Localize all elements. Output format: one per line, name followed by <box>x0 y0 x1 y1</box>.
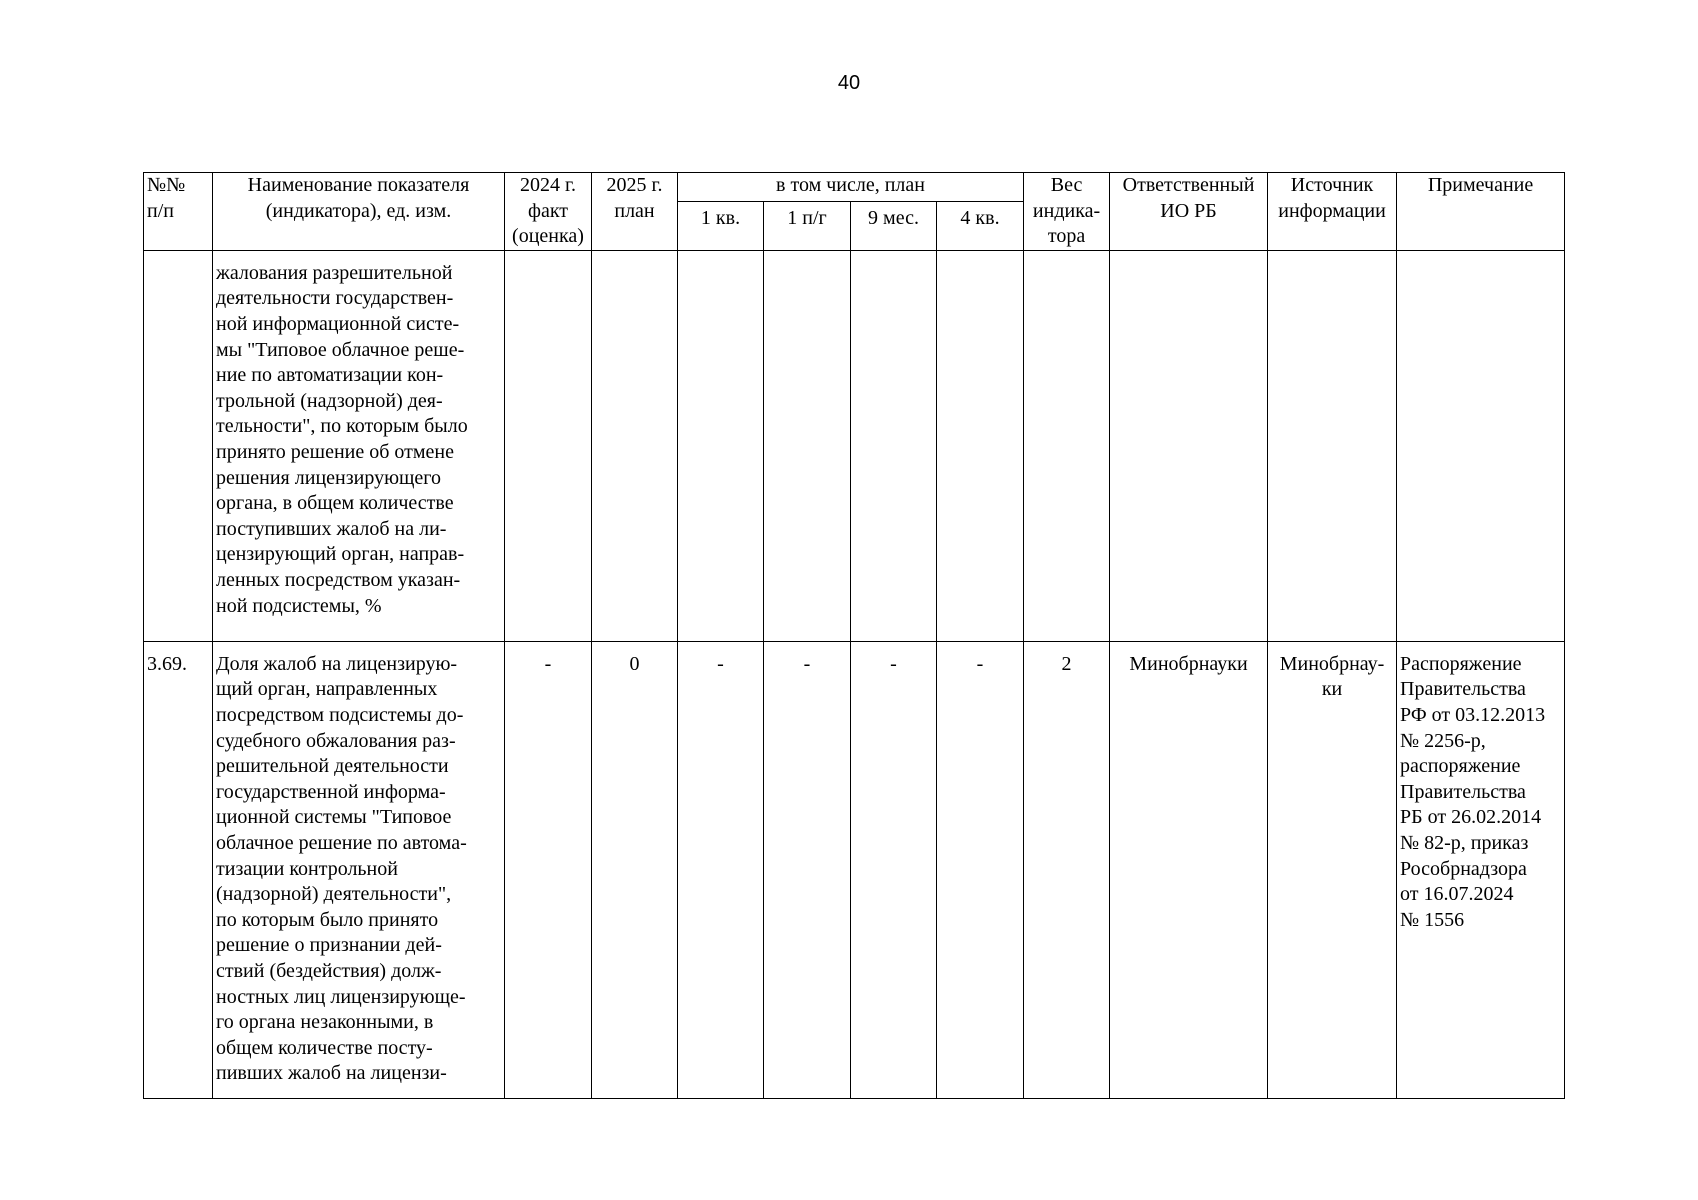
cell-weight: 2 <box>1024 641 1110 1098</box>
cell-note: Распоряжение Правительства РФ от 03.12.2013 № 2256-р, распоряжение Правительства РБ от 26.02.2014 № 82-р, приказ Рособрнадзора от 16.07.2024 № 1556 <box>1397 641 1565 1098</box>
cell-name: жалования разрешительной деятельности государствен- ной информационной систе- мы "Типовое облачное реше- ние по автоматизации кон- трольной (надзорной) дея- тельности", по которым было принято решение об отмене решения лицензирующего органа, в общем количестве поступивших жалоб на ли- цензирующий орган, направ- ленных посредством указан- ной подсистемы, % <box>213 250 505 641</box>
cell-q4: - <box>937 641 1024 1098</box>
header-9m: 9 мес. <box>851 201 937 250</box>
cell-q1: - <box>678 641 764 1098</box>
cell-responsible: Минобрнауки <box>1110 641 1268 1098</box>
cell-h1 <box>764 250 851 641</box>
cell-note <box>1397 250 1565 641</box>
cell-9m: - <box>851 641 937 1098</box>
cell-weight <box>1024 250 1110 641</box>
indicators-table <box>143 172 1565 1099</box>
header-responsible: Ответственный ИО РБ <box>1110 173 1268 251</box>
cell-q1 <box>678 250 764 641</box>
cell-q4 <box>937 250 1024 641</box>
cell-9m <box>851 250 937 641</box>
header-plan-2025: 2025 г. план <box>592 173 678 251</box>
header-note: Примечание <box>1397 173 1565 251</box>
cell-plan-2025 <box>592 250 678 641</box>
header-weight: Вес индика- тора <box>1024 173 1110 251</box>
header-row <box>144 173 1565 202</box>
cell-plan-2025: 0 <box>592 641 678 1098</box>
page-number: 40 <box>837 72 861 94</box>
header-num: №№ п/п <box>144 173 213 251</box>
header-name: Наименование показателя (индикатора), ед. изм. <box>213 173 505 251</box>
cell-num: 3.69. <box>144 641 213 1098</box>
table-row <box>144 641 1565 1098</box>
cell-fact-2024 <box>505 250 592 641</box>
cell-fact-2024: - <box>505 641 592 1098</box>
header-incl-plan: в том числе, план <box>678 173 1024 202</box>
cell-num <box>144 250 213 641</box>
cell-source <box>1268 250 1397 641</box>
header-fact-2024: 2024 г. факт (оценка) <box>505 173 592 251</box>
cell-h1: - <box>764 641 851 1098</box>
header-h1: 1 п/г <box>764 201 851 250</box>
header-q1: 1 кв. <box>678 201 764 250</box>
cell-responsible <box>1110 250 1268 641</box>
cell-name: Доля жалоб на лицензирую- щий орган, направленных посредством подсистемы до- судебного обжалования раз- решительной деятельности государственной информа- ционной системы "Типовое облачное решение по автома- тизации контрольной (надзорной) деятельности", по которым было принято решение о признании дей- ствий (бездействия) долж- ностных лиц лицензирующе- го органа незаконными, в общем количестве посту- пивших жалоб на лицензи- <box>213 641 505 1098</box>
header-q4: 4 кв. <box>937 201 1024 250</box>
table-row <box>144 250 1565 641</box>
header-source: Источник информации <box>1268 173 1397 251</box>
cell-source: Минобрнау- ки <box>1268 641 1397 1098</box>
